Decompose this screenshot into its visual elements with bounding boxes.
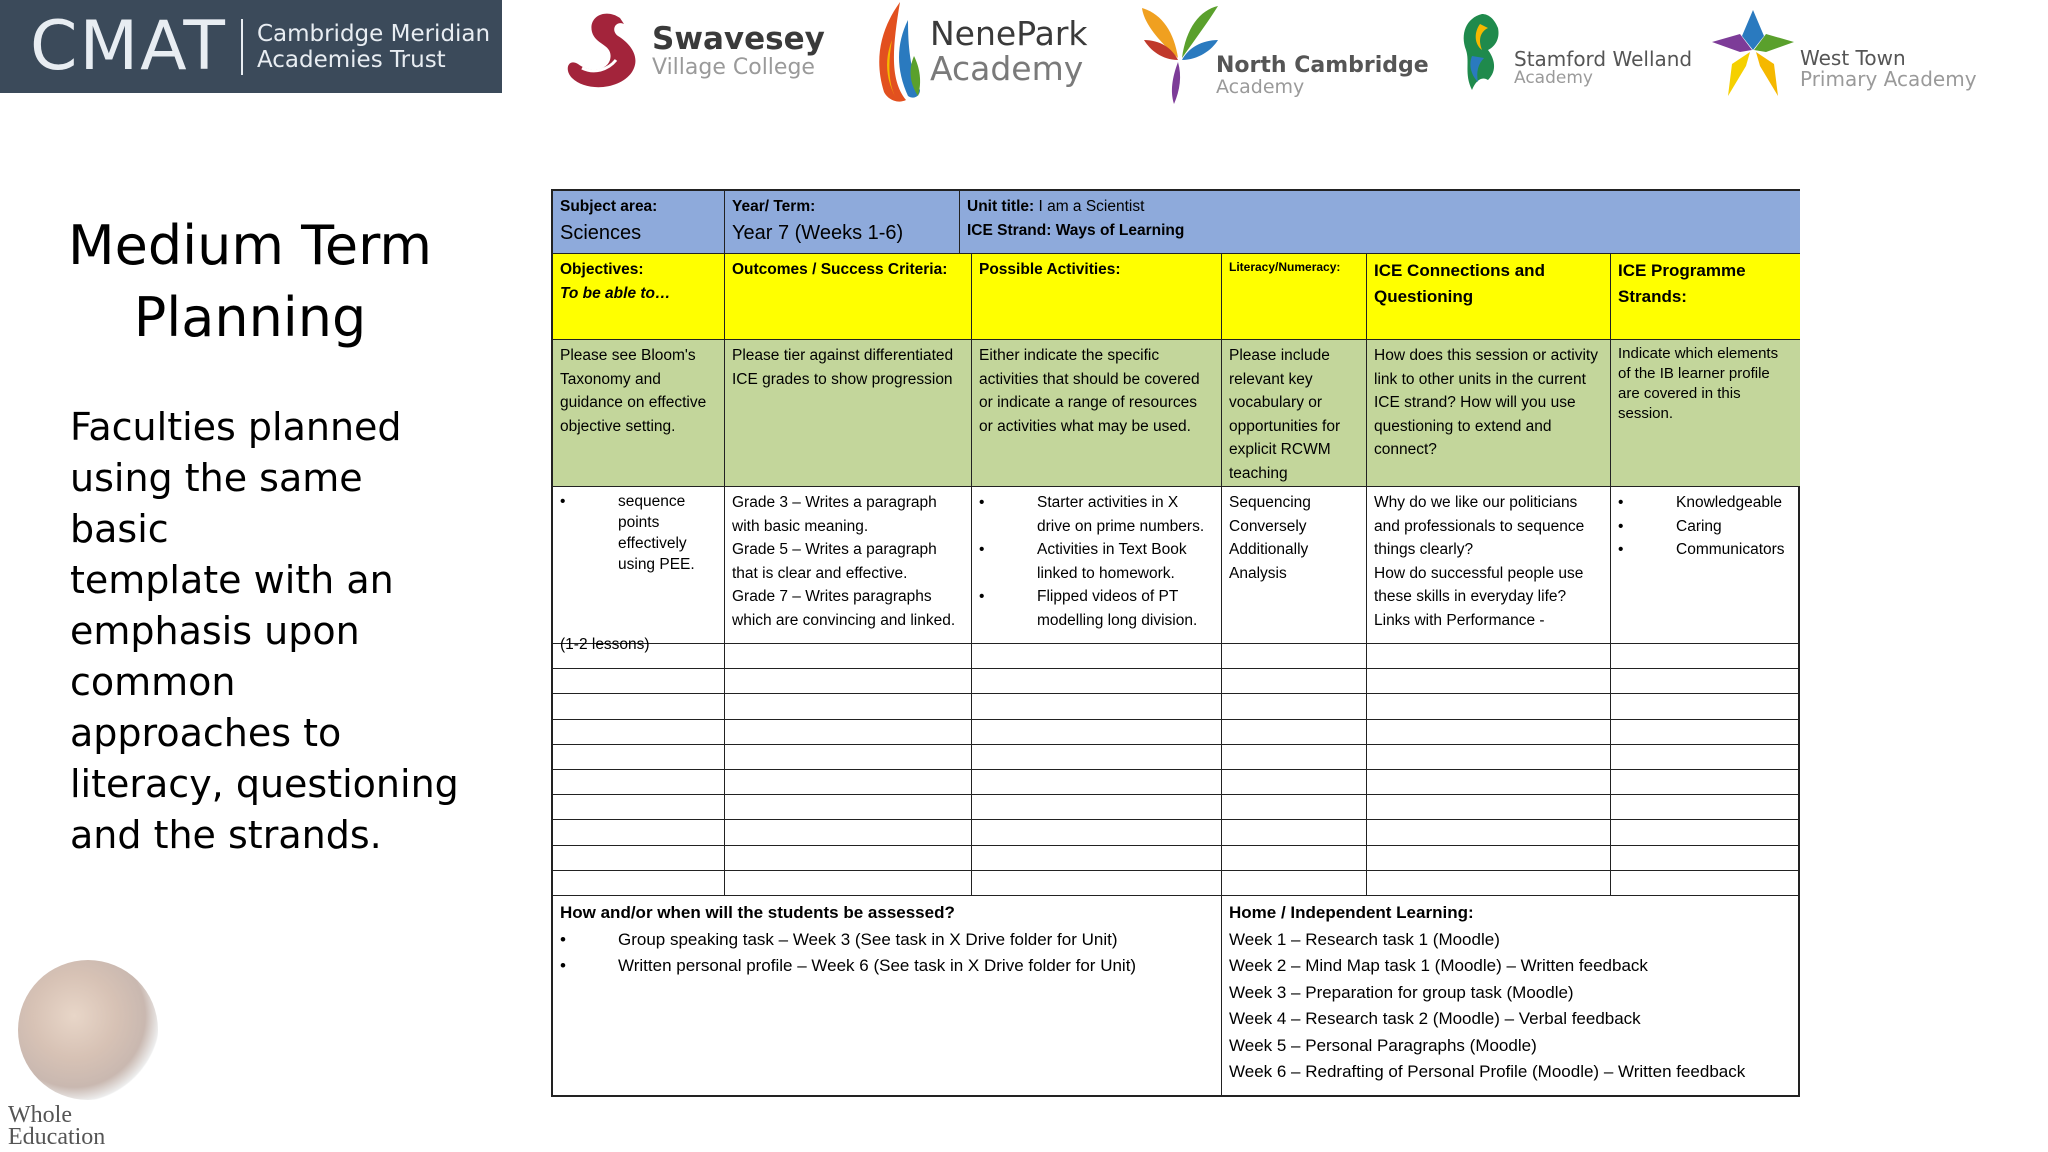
activities-label: Possible Activities: — [979, 261, 1121, 278]
empty-table-cell — [1611, 820, 1800, 845]
vocab-item: Sequencing — [1229, 494, 1311, 511]
empty-table-cell — [1222, 720, 1367, 745]
empty-table-cell — [1611, 669, 1800, 694]
empty-table-cell — [972, 745, 1222, 770]
activities-cell — [972, 487, 1222, 644]
strands-label-1: ICE Programme — [1618, 261, 1746, 280]
star-flower-icon — [1708, 6, 1798, 98]
outcomes-guidance: Please tier against differentiated ICE grades to show progression — [725, 340, 972, 487]
empty-table-cell — [972, 669, 1222, 694]
empty-table-cell — [553, 795, 725, 820]
swan-icon — [558, 8, 648, 94]
body-line: Faculties planned — [70, 405, 402, 449]
body-line: common — [70, 660, 236, 704]
empty-table-cell — [1367, 644, 1611, 669]
unit-title-value: I am a Scientist — [1038, 198, 1145, 215]
empty-table-cell — [1222, 745, 1367, 770]
empty-table-cell — [1222, 644, 1367, 669]
cmat-divider — [241, 19, 243, 75]
empty-table-cell — [1367, 770, 1611, 795]
stamford-welland-logo — [1458, 10, 1692, 96]
connections-header — [1367, 254, 1611, 340]
empty-table-cell — [1611, 644, 1800, 669]
unit-title-label: Unit title: — [967, 198, 1035, 215]
ice-strand-value: Ways of Learning — [1055, 221, 1185, 239]
strand-item: • Knowledgeable — [1618, 491, 1793, 515]
cmat-line1: Cambridge Meridian — [256, 20, 491, 47]
body-line: literacy, questioning — [70, 762, 459, 806]
empty-table-cell — [972, 846, 1222, 871]
cmat-line2: Academies Trust — [256, 46, 446, 73]
empty-table-cell — [1222, 770, 1367, 795]
empty-table-cell — [1367, 846, 1611, 871]
assessment-heading: How and/or when will the students be assessed? — [560, 903, 955, 922]
assessment-cell — [553, 896, 1222, 1097]
north-cambridge-logo — [1140, 2, 1429, 106]
subject-area-value: Sciences — [560, 221, 642, 244]
body-line: using the same basic — [70, 456, 363, 551]
empty-table-cell — [553, 694, 725, 719]
empty-table-cell — [1367, 871, 1611, 896]
empty-table-cell — [553, 820, 725, 845]
activity-item: • Activities in Text Book linked to homework. — [979, 538, 1214, 585]
empty-table-cell — [1367, 745, 1611, 770]
objectives-guidance: Please see Bloom's Taxonomy and guidance on effective objective setting. — [553, 340, 725, 487]
connection-item: Links with Performance - — [1374, 611, 1545, 629]
empty-table-cell — [725, 846, 972, 871]
swavesey-logo — [558, 8, 825, 94]
activity-item: • Starter activities in X drive on prime numbers. — [979, 491, 1214, 538]
medium-term-plan-table — [551, 189, 1800, 1097]
subject-area-label: Subject area: — [560, 198, 658, 215]
strands-label-2: Strands: — [1618, 287, 1687, 306]
empty-table-cell — [1611, 795, 1800, 820]
empty-table-cell — [725, 745, 972, 770]
assessment-item: • Group speaking task – Week 3 (See task in X Drive folder for Unit) — [560, 927, 1214, 954]
whole-education-text: Whole Education — [8, 1102, 106, 1150]
objectives-header — [553, 254, 725, 340]
outcomes-cell — [725, 487, 972, 644]
empty-table-cell — [553, 720, 725, 745]
empty-table-cell — [972, 871, 1222, 896]
year-term-label: Year/ Term: — [732, 198, 816, 215]
empty-table-cell — [972, 795, 1222, 820]
literacy-guidance: Please include relevant key vocabulary or opportunities for explicit RCWM teaching — [1222, 340, 1367, 487]
whole-education-logo — [8, 960, 158, 1150]
empty-table-cell — [1611, 694, 1800, 719]
empty-table-cell — [1611, 745, 1800, 770]
literacy-label: Literacy/Numeracy: — [1229, 260, 1341, 274]
outcome-item: Grade 5 – Writes a paragraph that is clear and effective. — [732, 541, 937, 582]
slide-title — [40, 210, 460, 354]
objective-bullet: • sequence points effectively using PEE. — [560, 491, 717, 575]
nenepark-logo — [870, 0, 1088, 104]
homework-item: Week 3 – Preparation for group task (Moodle) — [1229, 982, 1574, 1002]
objectives-sub: To be able to… — [560, 284, 671, 302]
homework-item: Week 4 – Research task 2 (Moodle) – Verbal feedback — [1229, 1009, 1641, 1028]
butterfly-icon — [1140, 2, 1220, 106]
strand-item: • Caring — [1618, 515, 1793, 539]
empty-table-cell — [972, 644, 1222, 669]
west-town-logo — [1708, 6, 1977, 98]
literacy-header — [1222, 254, 1367, 340]
homework-heading: Home / Independent Learning: — [1229, 903, 1474, 922]
body-line: emphasis upon — [70, 609, 360, 653]
empty-table-cell — [1611, 770, 1800, 795]
objective-note: (1-2 lessons) — [560, 636, 650, 653]
outcomes-header — [725, 254, 972, 340]
empty-table-cell — [1222, 846, 1367, 871]
empty-table-cell — [1222, 694, 1367, 719]
empty-table-cell — [725, 669, 972, 694]
lion-icon — [1458, 10, 1508, 96]
flame-icon — [870, 0, 924, 104]
strand-item: • Communicators — [1618, 538, 1793, 562]
dotted-globe-icon — [18, 960, 158, 1100]
year-term-cell — [725, 191, 960, 254]
homework-item: Week 1 – Research task 1 (Moodle) — [1229, 929, 1500, 949]
empty-table-cell — [1222, 669, 1367, 694]
empty-table-cell — [1222, 820, 1367, 845]
connection-item: How do successful people use these skills in everyday life? — [1374, 564, 1584, 605]
empty-table-cell — [1367, 820, 1611, 845]
body-line: template with an — [70, 558, 394, 602]
vocab-item: Additionally — [1229, 541, 1309, 558]
homework-item: Week 2 – Mind Map task 1 (Moodle) – Written feedback — [1229, 956, 1648, 975]
assessment-item: • Written personal profile – Week 6 (See task in X Drive folder for Unit) — [560, 953, 1214, 980]
empty-table-cell — [1222, 871, 1367, 896]
empty-table-cell — [725, 720, 972, 745]
empty-table-cell — [972, 694, 1222, 719]
connections-guidance: How does this session or activity link to other units in the current ICE strand? How will you use questioning to extend and connect? — [1367, 340, 1611, 487]
stamford-welland-name: Stamford Welland Academy — [1514, 46, 1693, 88]
title-line1: Medium Term — [68, 214, 432, 277]
objective-cell — [553, 487, 725, 653]
empty-table-cell — [1367, 720, 1611, 745]
empty-table-cell — [1222, 795, 1367, 820]
homework-item: Week 6 – Redrafting of Personal Profile (Moodle) – Written feedback — [1229, 1062, 1746, 1081]
unit-title-cell — [960, 191, 1800, 254]
connections-label-2: Questioning — [1374, 287, 1474, 306]
empty-table-cell — [553, 745, 725, 770]
literacy-cell — [1222, 487, 1367, 644]
activity-item: • Flipped videos of PT modelling long division. — [979, 585, 1214, 632]
slide-body — [70, 402, 470, 861]
homework-item: Week 5 – Personal Paragraphs (Moodle) — [1229, 1035, 1537, 1055]
north-cambridge-name: North Cambridge Academy — [1216, 53, 1429, 98]
empty-table-cell — [725, 871, 972, 896]
outcome-item: Grade 3 – Writes a paragraph with basic meaning. — [732, 494, 937, 535]
body-line: and the strands. — [70, 813, 382, 857]
empty-table-cell — [725, 644, 972, 669]
empty-table-cell — [725, 770, 972, 795]
activities-header — [972, 254, 1222, 340]
empty-table-cell — [553, 871, 725, 896]
nenepark-name: NenePark Academy — [930, 14, 1088, 88]
connections-label-1: ICE Connections and — [1374, 261, 1545, 280]
empty-table-cell — [725, 795, 972, 820]
empty-table-cell — [553, 770, 725, 795]
strands-guidance: Indicate which elements of the IB learner profile are covered in this session. — [1611, 340, 1800, 487]
vocab-item: Conversely — [1229, 517, 1307, 535]
empty-table-cell — [553, 669, 725, 694]
empty-table-cell — [1611, 720, 1800, 745]
empty-table-cell — [1367, 795, 1611, 820]
title-line2: Planning — [133, 286, 367, 349]
outcome-item: Grade 7 – Writes paragraphs which are convincing and linked. — [732, 588, 956, 629]
activities-guidance: Either indicate the specific activities that should be covered or indicate a range of resources or activities what may be used. — [972, 340, 1222, 487]
empty-table-cell — [972, 770, 1222, 795]
cmat-fullname — [257, 21, 490, 73]
empty-table-cell — [972, 720, 1222, 745]
objectives-label: Objectives: — [560, 261, 644, 278]
strands-header — [1611, 254, 1800, 340]
west-town-name: West Town Primary Academy — [1800, 46, 1977, 91]
connection-item: Why do we like our politicians and professionals to sequence things clearly? — [1374, 494, 1585, 558]
empty-table-cell — [725, 820, 972, 845]
empty-table-cell — [1611, 871, 1800, 896]
empty-table-cell — [1367, 669, 1611, 694]
empty-table-cell — [553, 846, 725, 871]
cmat-acronym: CMAT — [30, 7, 227, 86]
body-line: approaches to — [70, 711, 342, 755]
vocab-item: Analysis — [1229, 564, 1287, 582]
ice-strand-label: ICE Strand: — [967, 221, 1052, 239]
outcomes-label: Outcomes / Success Criteria: — [732, 261, 948, 278]
connections-cell — [1367, 487, 1611, 644]
homework-cell — [1222, 896, 1800, 1097]
cmat-logo — [0, 0, 502, 93]
empty-table-cell — [972, 820, 1222, 845]
strands-cell — [1611, 487, 1800, 644]
empty-table-cell — [725, 694, 972, 719]
empty-table-cell — [1367, 694, 1611, 719]
subject-area-cell — [553, 191, 725, 254]
empty-table-cell — [553, 644, 725, 669]
swavesey-name: Swavesey Village College — [652, 21, 825, 80]
empty-table-cell — [1611, 846, 1800, 871]
year-term-value: Year 7 (Weeks 1-6) — [732, 221, 904, 244]
